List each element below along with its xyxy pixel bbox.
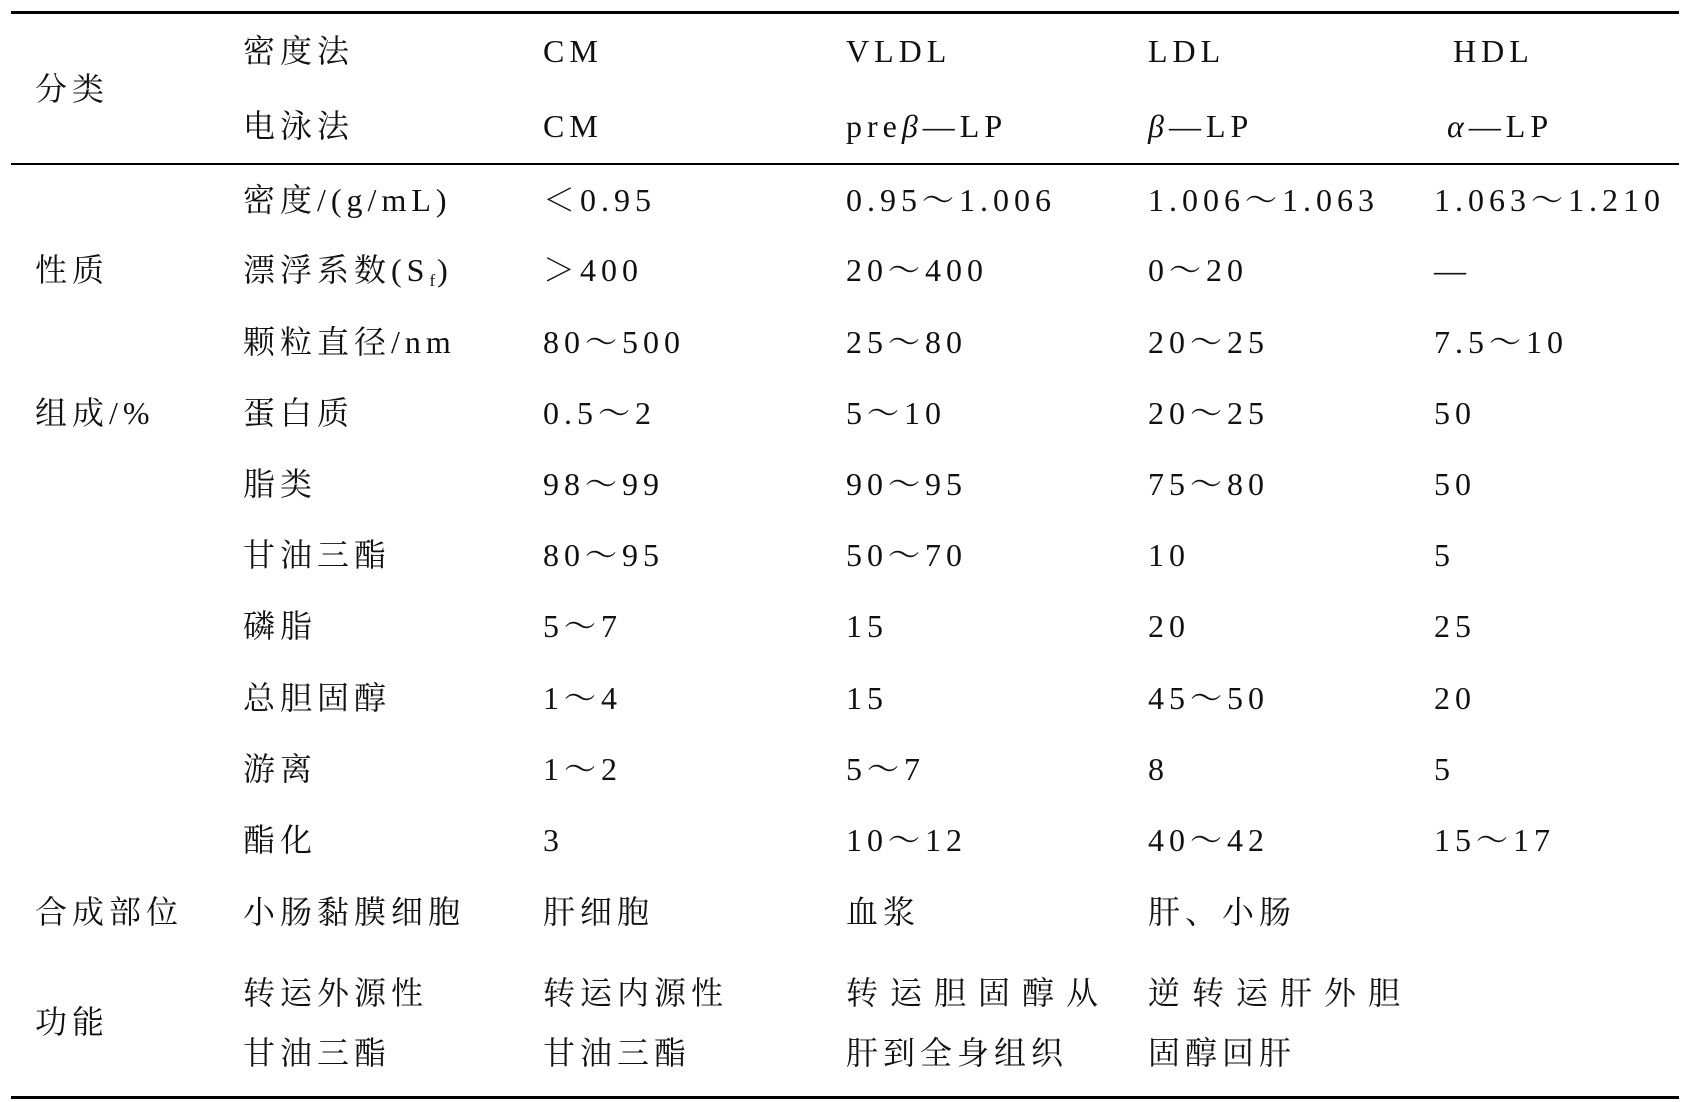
row-label-end: ) [437,252,453,288]
column-header-cm: CM [543,108,603,144]
row-function [0,973,1685,1073]
cell-vldl: 90～95 [846,466,968,502]
synthesis-site-ldl: 血浆 [846,894,921,930]
row-label: 酯化 [243,822,318,858]
cell-hdl: 50 [1434,466,1476,502]
cell-vldl: 15 [846,608,888,644]
cell-hdl: 1.063～1.210 [1434,182,1666,218]
row-protein [0,393,1685,433]
synthesis-site-cm: 小肠黏膜细胞 [243,894,466,930]
cell-ldl: 20 [1148,608,1190,644]
cell-vldl: 20～400 [846,252,989,288]
cell-ldl: 45～50 [1148,680,1270,716]
row-label: 游离 [243,751,318,787]
cell-ldl: 20～25 [1148,395,1270,431]
cell-cm: 5～7 [543,608,623,644]
cell-cm: 80～500 [543,324,686,360]
row-label: 密度/(g/mL) [243,182,452,218]
cell-hdl: 15～17 [1434,822,1556,858]
cell-vldl: 10～12 [846,822,968,858]
cell-hdl: 5 [1434,537,1455,573]
cell-cm: 0.5～2 [543,395,657,431]
synthesis-site-vldl: 肝细胞 [543,894,655,930]
cell-ldl: 10 [1148,537,1190,573]
row-label: 蛋白质 [243,395,355,431]
cell-vldl: 15 [846,680,888,716]
row-flotation-coefficient [0,250,1685,290]
cell-vldl: 5～10 [846,395,947,431]
cell-line: 固醇回肝 [1148,1035,1297,1071]
column-header-vldl: preβ—LP [846,108,1008,144]
cell-vldl: 0.95～1.006 [846,182,1057,218]
cell-vldl: 25～80 [846,324,968,360]
cell-line: 逆转运肝外胆 [1148,975,1413,1011]
cell-hdl: 25 [1434,608,1476,644]
row-label-text: 漂浮系数(S [243,252,430,288]
row-particle-diameter [0,322,1685,362]
top-rule [11,11,1679,14]
column-header-ldl: LDL [1148,33,1226,69]
cell-ldl: 8 [1148,751,1169,787]
cell-cm: 1～2 [543,751,623,787]
column-header-cm: CM [543,33,603,69]
bottom-rule [11,1096,1679,1099]
cell-ldl: 20～25 [1148,324,1270,360]
method-label: 密度法 [243,33,355,69]
row-label [243,250,453,290]
row-label: 总胆固醇 [243,680,392,716]
row-phospholipid [0,606,1685,646]
cell-hdl: 5 [1434,751,1455,787]
cell-cm: 98～99 [543,466,665,502]
row-group-label: 合成部位 [35,894,184,930]
cell-cm: 1～4 [543,680,623,716]
row-esterified-cholesterol [0,820,1685,860]
cell-ldl: 1.006～1.063 [1148,182,1380,218]
row-label: 甘油三酯 [243,537,392,573]
row-label: 颗粒直径/nm [243,324,456,360]
row-free-cholesterol [0,749,1685,789]
cell-vldl: 50～70 [846,537,968,573]
cell-ldl: 40～42 [1148,822,1270,858]
cell-ldl: 0～20 [1148,252,1249,288]
row-group-label: 功能 [35,1004,110,1040]
column-header-hdl: HDL [1453,33,1534,69]
column-header-vldl: VLDL [846,33,952,69]
cell-vldl: 5～7 [846,751,926,787]
cell-line: 转运内源性 [543,975,729,1011]
row-label: 脂类 [243,466,318,502]
row-label: 磷脂 [243,608,318,644]
cell-cm: 3 [543,822,564,858]
header-row-density-method [0,31,1685,71]
cell-cm: ＜0.95 [543,182,657,218]
header-row-electrophoresis-method [0,106,1685,146]
cell-line: 肝到全身组织 [846,1035,1069,1071]
column-header-hdl: α—LP [1447,108,1554,144]
group-label-properties: 性质 [35,252,110,288]
row-lipids [0,464,1685,504]
row-total-cholesterol [0,678,1685,718]
cell-cm: ＞400 [543,252,644,288]
group-label-composition: 组成/% [35,395,155,431]
header-rule [11,163,1679,165]
row-density [0,180,1685,220]
row-triglyceride [0,535,1685,575]
cell-ldl: 75～80 [1148,466,1270,502]
cell-line: 甘油三酯 [543,1035,692,1071]
cell-cm: 80～95 [543,537,665,573]
cell-line: 转运胆固醇从 [846,975,1111,1011]
cell-hdl: 20 [1434,680,1476,716]
synthesis-site-hdl: 肝、小肠 [1148,894,1297,930]
cell-hdl: 7.5～10 [1434,324,1569,360]
row-synthesis-site [0,892,1685,932]
cell-line: 转运外源性 [243,975,429,1011]
row-label-subscript: f [429,271,438,290]
column-header-ldl: β—LP [1148,108,1254,144]
classification-label: 分类 [35,71,110,107]
cell-hdl: 50 [1434,395,1476,431]
cell-hdl: — [1434,252,1471,288]
cell-line: 甘油三酯 [243,1035,392,1071]
method-label: 电泳法 [243,108,355,144]
